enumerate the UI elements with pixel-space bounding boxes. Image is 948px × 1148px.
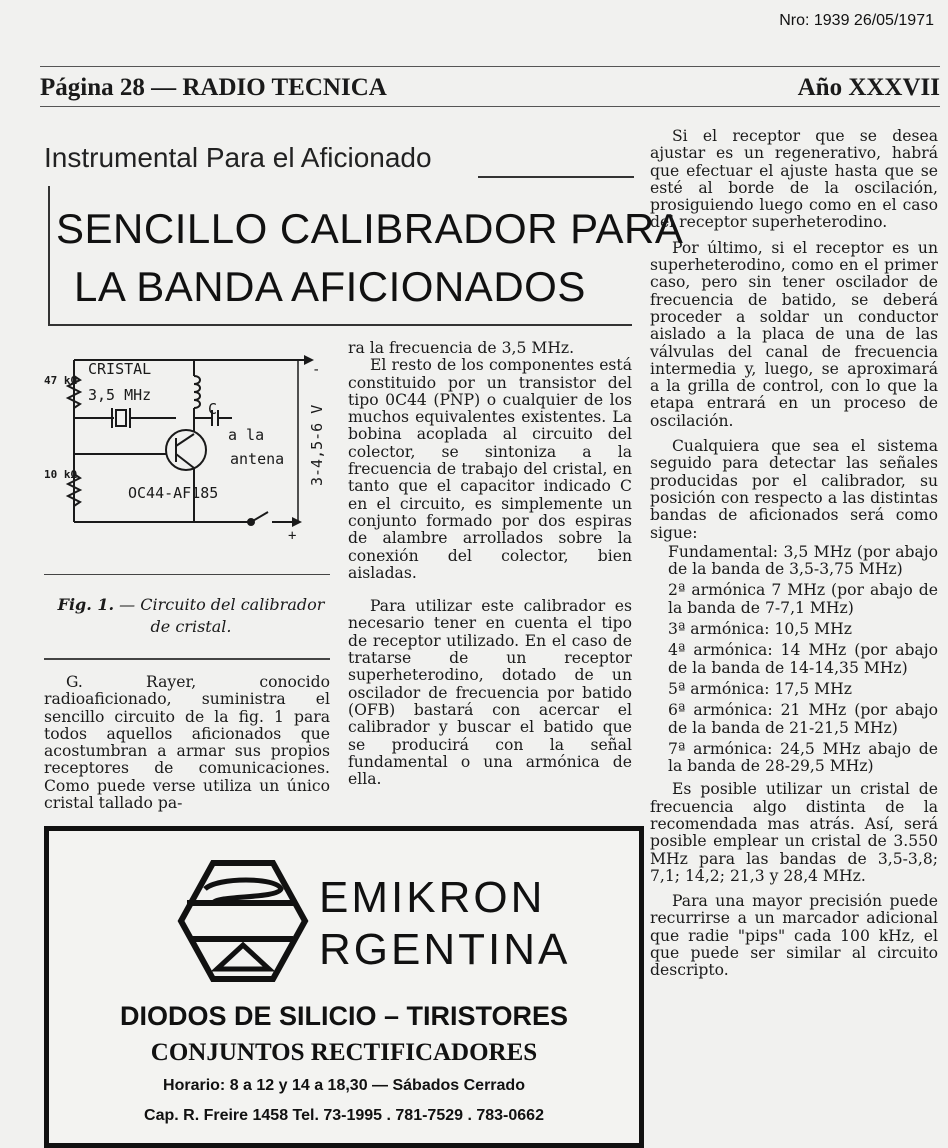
ad-headline: DIODOS DE SILICIO – TIRISTORES	[119, 1001, 569, 1031]
header-bottom-rule	[40, 106, 940, 107]
harmonics-list	[650, 544, 938, 776]
r1-label: 47 kΩ	[44, 374, 78, 387]
harmonic-item: 4ª armónica: 14 MHz (por abajo de la banda de 14-14,35 MHz)	[668, 641, 938, 677]
crystal-icon	[116, 410, 126, 426]
col3-paragraph-3: Cualquiera que sea el sistema seguido para detectar las señales producidas por el calibrador, su posición con respecto a las distintas bandas de aficionados será como sigue:	[650, 437, 938, 542]
header-right: Año XXXVII	[797, 74, 940, 101]
harmonic-item: 3ª armónica: 10,5 MHz	[668, 620, 852, 639]
figure-text: — Circuito del calibrador de cristal.	[119, 595, 325, 636]
ad-subheadline: CONJUNTOS RECTIFICADORES	[150, 1039, 538, 1066]
harmonic-item: Fundamental: 3,5 MHz (por abajo de la banda de 3,5-3,75 MHz)	[668, 542, 938, 579]
voltage-label: 3-4,5-6 V	[308, 404, 326, 486]
header-top-rule	[40, 66, 940, 67]
title-line-2: LA BANDA AFICIONADOS	[74, 263, 586, 310]
page-header	[40, 74, 940, 106]
circuit-diagram	[36, 346, 336, 544]
transistor-label: OC44-AF185	[128, 484, 219, 502]
col1-paragraph: G. Rayer, conocido radioaficionado, suministra el sencillo circuito de la fig. 1 para todos aquellos aficionados que acostumbran a armar sus propios receptores de comunicaciones. Como puede verse utiliza un único cristal tallado pa-	[44, 673, 330, 813]
figure-number: Fig. 1.	[57, 595, 115, 614]
harmonic-item: 6ª armónica: 21 MHz (por abajo de la banda de 21-21,5 MHz)	[668, 701, 938, 737]
column-3	[650, 128, 938, 980]
antenna-label-2: antena	[230, 450, 285, 468]
harmonic-item: 2ª armónica 7 MHz (por abajo de la banda de 7-7,1 MHz)	[668, 581, 938, 617]
transistor-icon	[166, 430, 206, 470]
header-left: Página 28 — RADIO TECNICA	[40, 74, 387, 101]
plus-label: +	[288, 528, 297, 544]
col3-paragraph-5: Para una mayor precisión puede recurrirse a un marcador adicional que radie "pips" cada 100 kHz, el que puede ser similar al circuito descripto.	[650, 892, 938, 980]
coil-icon	[194, 376, 200, 408]
title-line-1: SENCILLO CALIBRADOR PARA	[56, 205, 684, 252]
brand-line-1: EMIKRON	[319, 873, 546, 922]
issue-stamp: Nro: 1939 26/05/1971	[779, 12, 934, 29]
kicker-underline	[478, 176, 634, 178]
ad-contact: Cap. R. Freire 1458 Tel. 73-1995 . 781-7529 . 783-0662	[144, 1107, 544, 1124]
col2-paragraph-1: El resto de los componentes está constituido por un transistor del tipo 0C44 (PNP) o cualquier de los muchos equivalentes existentes. La bobina acoplada al circuito del colector, se sintoniza a la frecuencia de trabajo del cristal, en tanto que el capacitor indicado C en el circuito, es simplemente un conjunto formado por dos espiras de alambre arrollados sobre la conexión del colector, bien aisladas.	[348, 356, 632, 582]
col2-paragraph-2: Para utilizar este calibrador es necesario tener en cuenta el tipo de receptor utilizado. En el caso de tratarse de un receptor superheterodino, dotado de un oscilador de frecuencia por batido (OFB) bastará con acercar el calibrador y buscar el batido que se producirá con la señal fundamental o una armónica de ella.	[348, 597, 632, 789]
semikron-logo-icon	[177, 859, 309, 983]
crystal-freq-label: 3,5 MHz	[88, 386, 152, 404]
brand-line-2: RGENTINA	[319, 925, 571, 974]
article-title	[56, 200, 683, 316]
r2-label: 10 kΩ	[44, 468, 78, 481]
semikron-advertisement	[44, 826, 644, 1148]
harmonic-item: 7ª armónica: 24,5 MHz abajo de la banda de 28-29,5 MHz)	[668, 739, 938, 776]
switch-contact-icon	[248, 519, 254, 525]
column-2	[348, 340, 632, 788]
cap-label: C	[208, 400, 218, 418]
bottom-arrow-icon	[292, 517, 302, 527]
column-1	[44, 674, 330, 812]
section-kicker: Instrumental Para el Aficionado	[44, 142, 432, 173]
col3-paragraph-4: Es posible utilizar un cristal de frecuencia algo distinta de la recomendada mas atrás. Así, será posible emplear un cristal de 3.550 MHz para las bandas de 3,5-3,8; 7,1; 14,2; 21,3 y 28,4 MHz.	[650, 780, 938, 885]
minus-label: -	[312, 362, 321, 378]
col3-paragraph-2: Por último, si el receptor es un superheterodino, como en el primer caso, pero sin tener oscilador de frecuencia de batido, se deberá proceder a soldar un conductor aislado a la placa de una de las válvulas del canal de frecuencia intermedia y, luego, se aproximará a la grilla de control, con lo que la etapa entrará en un proceso de oscilación.	[650, 238, 938, 430]
harmonic-item: 5ª armónica: 17,5 MHz	[668, 679, 852, 698]
figure-caption	[46, 594, 336, 638]
ad-hours: Horario: 8 a 12 y 14 a 18,30 — Sábados Cerrado	[163, 1077, 525, 1094]
col3-paragraph-1: Si el receptor que se desea ajustar es un regenerativo, habrá que efectuar el ajuste hasta que se esté al borde de la oscilación, prosiguiendo luego como en el caso del receptor superheterodino.	[650, 127, 938, 232]
crystal-label: CRISTAL	[88, 360, 152, 378]
caption-bottom-rule	[44, 658, 330, 660]
caption-top-rule	[44, 574, 330, 575]
col2-paragraph-0: ra la frecuencia de 3,5 MHz.	[348, 339, 575, 357]
antenna-label-1: a la	[228, 426, 265, 444]
